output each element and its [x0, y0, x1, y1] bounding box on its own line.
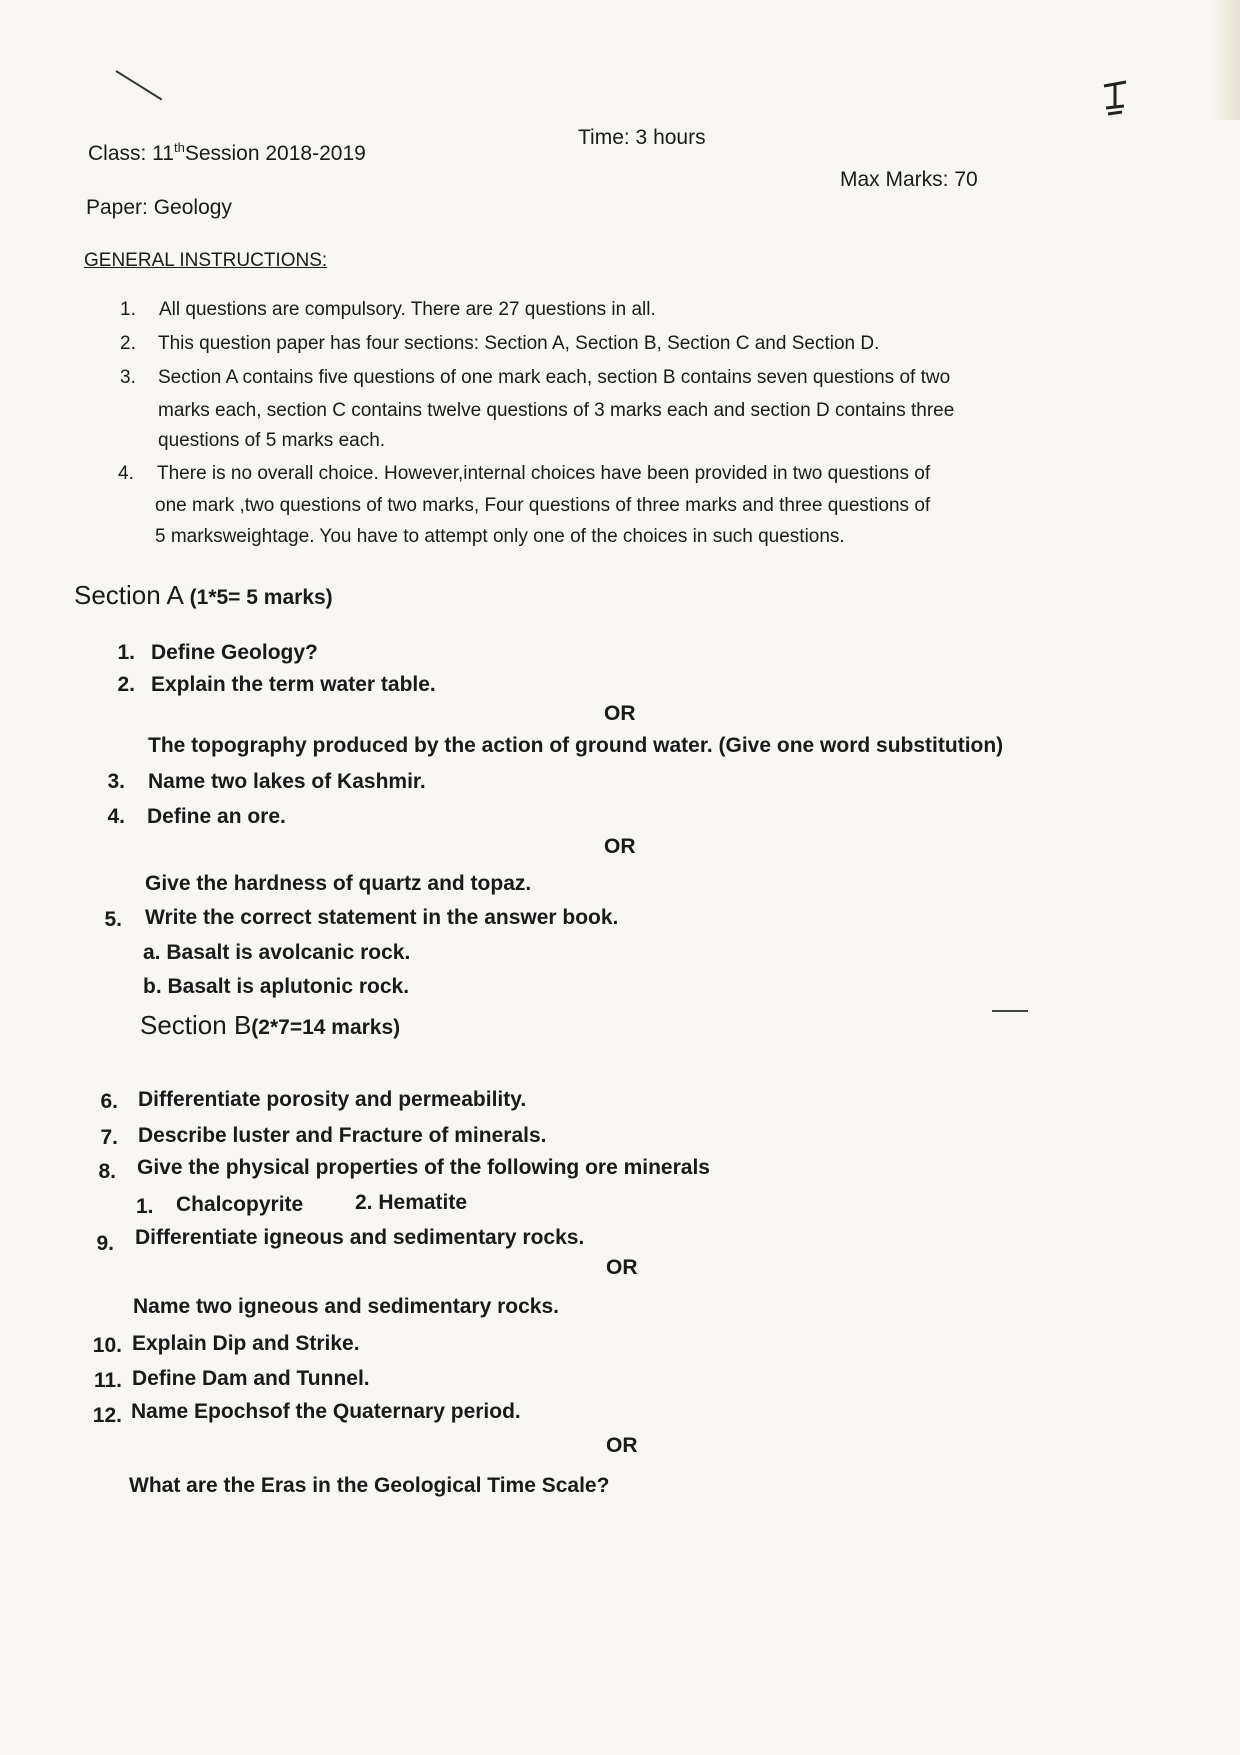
or-divider: OR	[604, 702, 636, 725]
section-a-marks: (1*5= 5 marks)	[189, 586, 333, 609]
question-12: Name Epochsof the Quaternary period.	[131, 1400, 521, 1423]
class-session-label	[88, 140, 366, 166]
pen-stroke-mark	[115, 70, 162, 100]
question-7: Describe luster and Fracture of minerals.	[138, 1124, 547, 1147]
question-9-alternative: Name two igneous and sedimentary rocks.	[133, 1295, 559, 1318]
question-number: 9.	[96, 1232, 114, 1255]
question-9: Differentiate igneous and sedimentary rocks.	[135, 1226, 585, 1249]
instruction-text: All questions are compulsory. There are 27 questions in all.	[159, 299, 656, 320]
instruction-text: 5 marksweightage. You have to attempt only one of the choices in such questions.	[155, 526, 845, 547]
general-instructions-title: GENERAL INSTRUCTIONS:	[84, 250, 328, 271]
session-text: Session 2018-2019	[184, 142, 366, 165]
section-b-marks: (2*7=14 marks)	[251, 1016, 401, 1039]
question-11: Define Dam and Tunnel.	[132, 1367, 370, 1390]
or-divider: OR	[606, 1434, 638, 1457]
question-2: Explain the term water table.	[151, 673, 436, 696]
question-number: 11.	[93, 1369, 122, 1392]
instruction-number: 1.	[120, 299, 136, 320]
page-edge-shadow	[1210, 0, 1240, 120]
instruction-text: marks each, section C contains twelve questions of 3 marks each and section D contains three	[158, 400, 955, 421]
question-5: Write the correct statement in the answer book.	[145, 906, 619, 929]
question-3: Name two lakes of Kashmir.	[148, 770, 426, 793]
question-number: 7.	[100, 1126, 118, 1149]
question-2-alternative: The topography produced by the action of ground water. (Give one word substitution)	[148, 734, 1004, 757]
handwritten-page-mark	[1098, 78, 1132, 130]
question-5-option-b: b. Basalt is aplutonic rock.	[143, 975, 410, 998]
instruction-number: 2.	[120, 333, 136, 354]
section-a-title: Section A	[74, 580, 183, 610]
question-number: 5.	[104, 908, 122, 931]
question-number: 2.	[117, 673, 135, 696]
question-number: 6.	[100, 1090, 118, 1113]
question-4-alternative: Give the hardness of quartz and topaz.	[145, 872, 532, 895]
instruction-text: Section A contains five questions of one mark each, section B contains seven questions of two	[158, 367, 951, 388]
question-10: Explain Dip and Strike.	[132, 1332, 360, 1355]
question-8: Give the physical properties of the following ore minerals	[137, 1156, 710, 1179]
question-8-mineral-2: 2. Hematite	[355, 1191, 468, 1214]
time-label: Time: 3 hours	[578, 126, 706, 149]
or-divider: OR	[604, 835, 636, 858]
question-number: 1.	[117, 641, 135, 664]
question-number: 12.	[92, 1404, 122, 1427]
question-6: Differentiate porosity and permeability.	[138, 1088, 527, 1111]
instruction-text: one mark ,two questions of two marks, Four questions of three marks and three questions of	[155, 495, 931, 516]
question-8-mineral-1: Chalcopyrite	[176, 1193, 304, 1216]
question-4: Define an ore.	[147, 805, 286, 828]
instruction-text: There is no overall choice. However,internal choices have been provided in two questions of	[157, 463, 931, 484]
instruction-text: questions of 5 marks each.	[158, 430, 386, 451]
instruction-number: 3.	[120, 367, 136, 388]
stray-pen-mark	[992, 1010, 1028, 1012]
max-marks-label: Max Marks: 70	[840, 168, 978, 191]
question-1: Define Geology?	[151, 641, 318, 664]
section-a-heading	[74, 580, 333, 611]
class-superscript: th	[173, 140, 185, 155]
or-divider: OR	[606, 1256, 638, 1279]
question-8-sub-number: 1.	[136, 1195, 154, 1218]
paper-label: Paper: Geology	[86, 196, 232, 219]
question-number: 3.	[107, 770, 125, 793]
question-number: 8.	[98, 1160, 116, 1183]
instruction-number: 4.	[118, 463, 134, 484]
question-12-alternative: What are the Eras in the Geological Time Scale?	[129, 1474, 610, 1497]
section-b-heading	[140, 1010, 400, 1041]
instruction-text: This question paper has four sections: Section A, Section B, Section C and Section D.	[158, 333, 880, 354]
question-number: 10.	[92, 1334, 122, 1357]
question-number: 4.	[107, 805, 125, 828]
section-b-title: Section B	[140, 1010, 252, 1040]
question-5-option-a: a. Basalt is avolcanic rock.	[143, 941, 411, 964]
class-text: Class: 11	[88, 142, 174, 165]
